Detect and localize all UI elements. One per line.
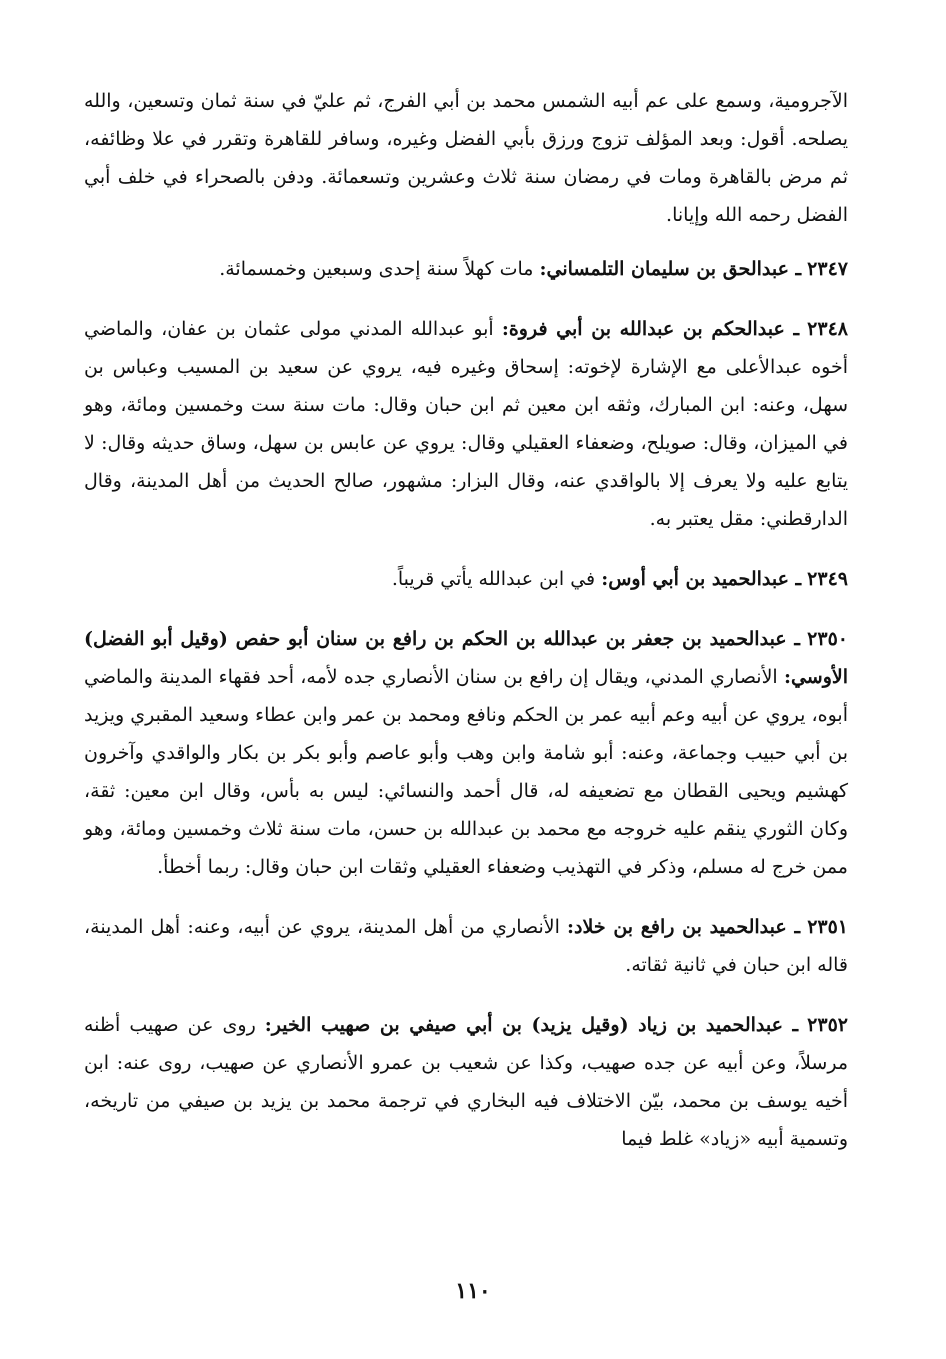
- entry-heading: عبدالحميد بن جعفر بن عبدالله بن الحكم بن رافع بن سنان أبو حفص (وقيل أبو الفضل) الأوسي:: [84, 628, 848, 688]
- entry-heading: عبدالحميد بن أبي أوس:: [601, 568, 789, 590]
- entry-dash: ـ: [782, 1014, 799, 1036]
- entry-2352: [84, 1006, 848, 1158]
- entry-2350: [84, 620, 848, 886]
- entry-2349: [84, 560, 848, 598]
- entry-heading: عبدالحميد بن زياد (وقيل يزيد) بن أبي صيفي بن صهيب الخير:: [264, 1014, 783, 1036]
- entry-body: أبو عبدالله المدني مولى عثمان بن عفان، والماضي أخوه عبدالأعلى مع الإشارة لإخوته: إسحاق وغيره فيه، يروي عن سعيد بن المسيب وعباس بن سهل، وعنه: ابن المبارك، وثقه ابن معين ثم ابن حبان وقال: مات سنة ست وخمسين ومائة، وهو في الميزان، وقال: صويلح، وضعفاء العقيلي وقال: يروي عن عابس بن سهل، وساق حديثه وقال: لا يتابع عليه ولا يعرف إلا بالواقدي عنه، وقال البزار: مشهور، صالح الحديث من أهل المدينة، وقال الدارقطني: مقل يعتبر به.: [84, 318, 848, 530]
- page-body: [84, 82, 848, 1158]
- entry-number: ٢٣٤٩: [807, 568, 848, 590]
- entry-heading: عبدالحميد بن رافع بن خلاد:: [567, 916, 787, 938]
- entry-dash: ـ: [788, 258, 802, 280]
- entry-dash: ـ: [784, 318, 800, 340]
- continuation-paragraph: الآجرومية، وسمع على عم أبيه الشمس محمد بن أبي الفرج، ثم عليّ في سنة ثمان وتسعين، والله يصلحه. أقول: وبعد المؤلف تزوج ورزق بأبي الفضل وغيره، وسافر للقاهرة وتقرر في علا وظائفه، ثم مرض بالقاهرة ومات في رمضان سنة ثلاث وعشرين وتسعمائة. ودفن بالصحراء في خلف أبي الفضل رحمه الله وإيانا.: [84, 90, 848, 226]
- entry-2347: [84, 250, 848, 288]
- entry-number: ٢٣٤٧: [807, 258, 848, 280]
- entry-dash: ـ: [788, 568, 802, 590]
- entry-dash: ـ: [786, 628, 800, 650]
- entry-body: روى عن صهيب أظنه مرسلاً، وعن أبيه عن جده صهيب، وكذا عن شعيب بن عمرو الأنصاري عن صهيب، روى عنه: ابن أخيه يوسف بن محمد، بيّن الاختلاف فيه البخاري في ترجمة محمد بن يزيد بن صيفي من تاريخه، وتسمية أبيه «زياد» غلط فيما: [84, 1014, 848, 1150]
- entry-body: في ابن عبدالله يأتي قريباً.: [391, 568, 596, 590]
- entry-number: ٢٣٥١: [807, 916, 849, 938]
- entry-number: ٢٣٥٠: [807, 628, 848, 650]
- entry-number: ٢٣٥٢: [807, 1014, 848, 1036]
- entry-body: مات كهلاً سنة إحدى وسبعين وخمسمائة.: [219, 258, 534, 280]
- page-number: ١١٠: [455, 1278, 491, 1304]
- entry-body: الأنصاري من أهل المدينة، يروي عن أبيه، وعنه: أهل المدينة، قاله ابن حبان في ثانية ثقاته.: [84, 916, 848, 976]
- entry-heading: عبدالحق بن سليمان التلمساني:: [539, 258, 789, 280]
- entry-2348: [84, 310, 848, 538]
- entry-dash: ـ: [786, 916, 801, 938]
- entry-number: ٢٣٤٨: [807, 318, 848, 340]
- entry-2351: [84, 908, 848, 984]
- entry-heading: عبدالحكم بن عبدالله بن أبي فروة:: [501, 318, 785, 340]
- entry-body: الأنصاري المدني، ويقال إن رافع بن سنان الأنصاري جده لأمه، أحد فقهاء المدينة والماضي أبوه، يروي عن أبيه وعم أبيه عمر بن الحكم ونافع ومحمد بن عمر وابن عطاء وسعيد المقبري ويزيد بن أبي حبيب وجماعة، وعنه: أبو شامة وابن وهب وأبو عاصم وأبو بكر بن بكار والواقدي وآخرون كهشيم ويحيى القطان مع تضعيفه له، قال أحمد والنسائي: ليس به بأس، وقال ابن معين: ثقة، وكان الثوري ينقم عليه خروجه مع محمد بن عبدالله بن حسن، مات سنة ثلاث وخمسين ومائة، وهو ممن خرج له مسلم، وذكر في التهذيب وضعفاء العقيلي وثقات ابن حبان وقال: ربما أخطأ.: [84, 666, 848, 878]
